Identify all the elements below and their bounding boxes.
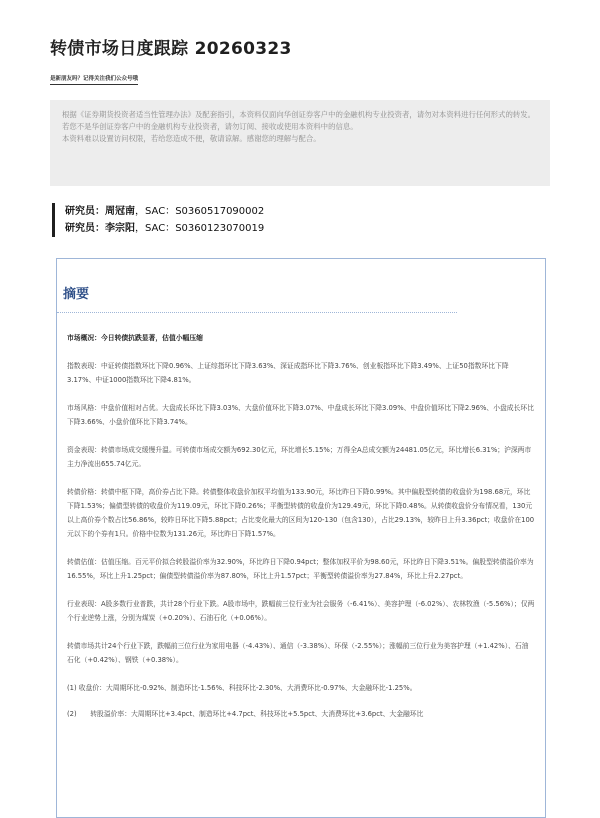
sac-number: S0360123070019 <box>175 223 265 234</box>
analyst-row <box>65 220 264 237</box>
disclaimer-text: 本资料难以设置访问权限，若给您造成不便，敬请谅解。感谢您的理解与配合。 <box>62 134 321 143</box>
analyst-row <box>65 203 264 220</box>
summary-paragraph: 市场风格：中盘价值相对占优。大盘成长环比下降3.03%、大盘价值环比下降3.07%、中盘成长环比下降3.09%、中盘价值环比下降2.96%、小盘成长环比下降3.66%、小盘价值环比下降3.74%。 <box>67 404 534 426</box>
summary-paragraph: 行业表现：A股多数行业普跌，共计28个行业下跌。A股市场中，跌幅前三位行业为社会服务（-6.41%）、美容护理（-6.02%）、农林牧渔（-5.56%）；仅两个行业逆势上涨，分别为煤炭（+0.20%）、石油石化（+0.06%）。 <box>67 600 535 622</box>
follow-prompt[interactable]: 是新朋友吗？记得关注我们公众号哦 <box>50 74 138 85</box>
summary-paragraph: 资金表现：转债市场成交缓慢升温。可转债市场成交额为692.30亿元，环比增长5.15%；万得全A总成交额为24481.05亿元，环比增长6.31%；沪深两市主力净流出655.74亿元。 <box>67 446 532 468</box>
summary-paragraph: 转债价格：转债中枢下降，高价券占比下降。转债整体收盘价加权平均值为133.90元，环比昨日下降0.99%。其中偏股型转债的收盘价为198.68元，环比下降1.53%；偏债型转债的收盘价为119.09元，环比下降0.26%；平衡型转债的收盘价为129.49元，环比下降0.48%。从转债收盘价分布情况看，130元以上高价券个数占比56.86%，较昨日环比下降5.88pct；占比变化最大的区间为120-130（包含130），占比29.13%，较昨日上升3.36pct；收盘价在100元以下的个券有1只。价格中位数为131.26元，环比昨日下降1.57%。 <box>67 488 535 538</box>
summary-paragraph: (1) 收盘价：大周期环比-0.92%、制造环比-1.56%、科技环比-2.30%、大消费环比-0.97%、大金融环比-1.25%。 <box>67 684 417 692</box>
summary-box <box>56 258 546 818</box>
summary-paragraph: 转债估值：估值压缩。百元平价拟合转股溢价率为32.90%，环比昨日下降0.94pct；整体加权平价为98.60元，环比昨日下降3.51%。偏股型转债溢价率为16.55%，环比上升1.25pct；偏债型转债溢价率为87.80%，环比上升1.57pct；平衡型转债溢价率为27.84%，环比上升2.27pct。 <box>67 558 534 580</box>
analyst-name: 周冠南 <box>105 206 135 217</box>
page-title: 转债市场日度跟踪 20260323 <box>50 39 292 59</box>
sac-label: ，SAC： <box>135 206 176 217</box>
analyst-list <box>52 203 264 237</box>
summary-body <box>57 313 545 721</box>
disclaimer-text: 根据《证券期货投资者适当性管理办法》及配套指引，本资料仅面向华创证券客户中的金融机构专业投资者，请勿对本资料进行任何形式的转发。若您不是华创证券客户中的金融机构专业投资者，请勿订阅、接收或使用本资料中的信息。 <box>62 110 536 131</box>
summary-heading: 摘要 <box>63 287 90 302</box>
analyst-label: 研究员： <box>65 223 105 234</box>
summary-paragraph: 指数表现：中证转债指数环比下降0.96%、上证综指环比下降3.63%、深证成指环比下降3.76%、创业板指环比下降3.49%、上证50指数环比下降3.17%、中证1000指数环比下降4.81%。 <box>67 362 509 384</box>
summary-overview: 市场概况：今日转债抗跌显著，估值小幅压缩 <box>67 334 203 342</box>
disclaimer-box <box>50 100 550 186</box>
summary-paragraph: (2) 转股溢价率：大周期环比+3.4pct、制造环比+4.7pct、科技环比+5.5pct、大消费环比+3.6pct、大金融环比 <box>67 710 424 718</box>
sac-label: ，SAC： <box>135 223 176 234</box>
analyst-label: 研究员： <box>65 206 105 217</box>
analyst-name: 李宗阳 <box>105 223 135 234</box>
summary-paragraph: 转债市场共计24个行业下跌，跌幅前三位行业为家用电器（-4.43%）、通信（-3.38%）、环保（-2.55%）；涨幅前三位行业为美容护理（+1.42%）、石油石化（+0.42%）、钢铁（+0.38%）。 <box>67 642 529 664</box>
sac-number: S0360517090002 <box>175 206 265 217</box>
